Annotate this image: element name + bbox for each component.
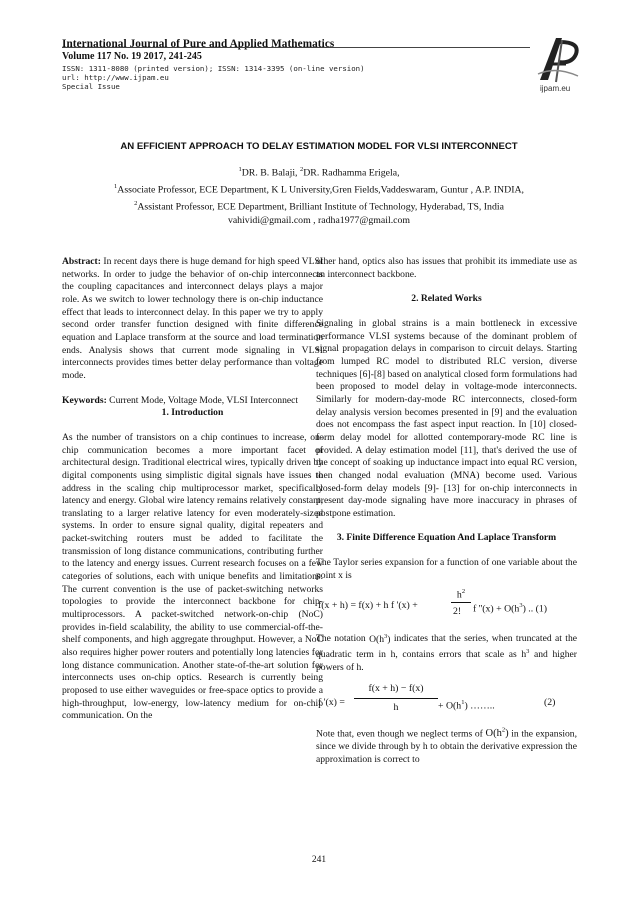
volume-line: Volume 117 No. 19 2017, 241-245 (62, 51, 202, 62)
special-issue: Special Issue (62, 82, 120, 91)
notation-paragraph: The notation $O(h^3)$ indicates that the series, when truncated at the quadratic term in h, contains errors that scale as $h^3$ and higher powers of h. (316, 632, 578, 674)
keywords: Keywords: Current Mode, Voltage Mode, VLSI Interconnect (62, 394, 299, 406)
author-emails: vahividi@gmail.com , radha1977@gmail.com (227, 214, 411, 226)
url-line: url: http://www.ijpam.eu (62, 73, 169, 82)
author-names: $^1$DR. B. Balaji, $^2$DR. Radhamma Erigela, (238, 166, 400, 179)
paper-title: AN EFFICIENT APPROACH TO DELAY ESTIMATION MODEL FOR VLSI INTERCONNECT (120, 141, 518, 152)
abstract: Abstract: In recent days there is huge demand for high speed VLSI networks. In order to judge the behavior of on-chip interconnects the coupling capacitances and interconnect delays plays a major role. As we switch to lower technology there is on-chip inductance effect that leads to interconnect delay. In this paper we try to apply second order transfer function designed with finite difference equation and Laplace transform at the source and load termination ends. Analysis shows that current mode signaling in VLSI interconnects provides times better delay performance than voltage mode. (62, 256, 323, 381)
journal-logo (536, 34, 580, 84)
equation-2: f '(x) = f(x + h) − f(x) h + $O(h^1)$ …….. (2) (318, 682, 556, 713)
intro-heading: 1. Introduction (161, 407, 224, 419)
affiliation-1: $^1$Associate Professor, ECE Department, K L University,Gren Fields,Vaddeswaram, Guntur , A.P. INDIA, (114, 182, 524, 196)
left-column (62, 256, 323, 723)
right-column (316, 256, 577, 766)
header-rule (62, 47, 530, 48)
note-paragraph: Note that, even though we neglect terms of $O(h^2)$ in the expansion, since we divide through by h to obtain the derivative expression the approximation is correct to (316, 726, 577, 765)
intro-paragraph: As the number of transistors on a chip continues to increase, on-chip communication becomes a more important facet of architectural design. Traditional electrical wires, typically driven by digital components using simplistic digital signals have issues to address in the scaling chip multiprocessor market, specifically latency and energy. Global wire latency remains relatively constant, translating to a larger relative latency for even moderately-sized systems. In order to ensure signal quality, digital repeaters and packet-switching routers must be added to facilitate the transmission of long distance communications, contributing further to the latency and energy issues. Current research focuses on a few categories of solutions, each with unique benefits and limitations. The current convention is the use of packet-switching networks topologies to provide the interconnect backbone for chip-multiprocessors. A packet-switched network-on-chip (NoC) provides in-field scalability, the ability to use commercial-off-the-shelf components, and high aggregate throughput. However, a NoC also requires higher power routers and potentially long latencies for long distance communication. Another state-of-the-art solution for interconnects uses on-chip optics. Research is currently being proposed to use either waveguides or free-space optics to provide a high-throughput, low-energy, low-latency medium for on-chip communication. On the (62, 431, 323, 722)
taylor-paragraph: The Taylor series expansion for a function of one variable about the point x is (316, 557, 577, 581)
logo-caption: ijpam.eu (540, 84, 571, 93)
issn-line: ISSN: 1311-8080 (printed version); ISSN: 1314-3395 (on-line version) (62, 64, 365, 73)
page-number: 241 (311, 855, 327, 865)
related-heading: 2. Related Works (411, 293, 482, 305)
authors-block (40, 163, 598, 227)
continued-paragraph: other hand, optics also has issues that prohibit its immediate use as an interconnect backbone. (316, 256, 577, 280)
equation-1: f(x + h) = f(x) + h f '(x) + $h^2$ 2! f ''$(x) + O(h^3)$ .. (1) (318, 588, 548, 618)
affiliation-2: $^2$Assistant Professor, ECE Department, Brilliant Institute of Technology, Hyderabad, TS, India (134, 199, 504, 212)
journal-title: International Journal of Pure and Applied Mathematics (62, 38, 335, 50)
related-paragraph: Signaling in global strains is a main bottleneck in excessive performance VLSI systems because of the dominant problem of signal propagation delays in comparison to circuit delays. Starting from lumped RC model to distributed RLC version, diverse techniques [6]-[8] based on analytical closed form formulations had been proposed to model delay in voltage-mode interconnects. Similarly for modern-day-mode RC interconnects, closed-form delay analysis version becomes presented in [9] and the evaluation does not encompass the fast aspect input reaction. In [10] closed-form delay model for allotted contemporary-mode RC line is provided. A delay estimation model [11], that's derived the use of the concept of soaking up inductance impact into equal RC version, then changed nodal evaluation (MNA) become used. Various closed-form delay models [9]- [13] for on-chip interconnects in present day-mode signaling have more inaccuracy in phrases of postpone estimation. (316, 317, 577, 519)
fde-heading: 3. Finite Difference Equation And Laplace Transform (336, 532, 557, 544)
